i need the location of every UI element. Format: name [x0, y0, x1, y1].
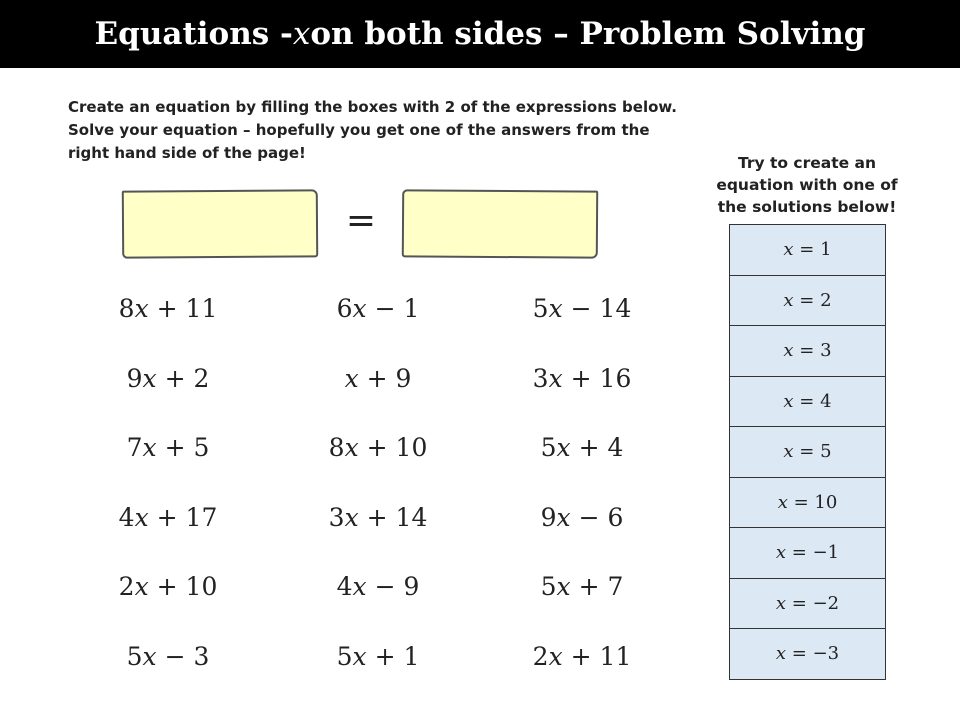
- expression-item[interactable]: 3x + 14: [328, 502, 428, 532]
- title-text-start: Equations -: [94, 16, 293, 52]
- solution-cell: x = 5: [730, 427, 886, 478]
- solutions-heading-line-2: equation with one of: [716, 176, 898, 194]
- expression-item[interactable]: 5x − 14: [532, 294, 632, 323]
- solution-cell: x = 3: [730, 326, 886, 377]
- solutions-heading: [712, 152, 902, 218]
- page-title: [0, 0, 960, 68]
- solutions-heading-line-3: the solutions below!: [717, 198, 897, 216]
- expression-item[interactable]: x + 9: [344, 363, 412, 393]
- expression-item[interactable]: 2x + 10: [118, 572, 218, 601]
- expression-item[interactable]: 6x − 1: [336, 294, 420, 323]
- expression-item[interactable]: 5x − 3: [126, 641, 210, 671]
- solution-cell: x = 10: [730, 477, 886, 528]
- expression-item[interactable]: 3x + 16: [532, 363, 632, 393]
- expression-item[interactable]: 5x + 4: [540, 433, 624, 462]
- expression-item[interactable]: 4x − 9: [336, 572, 420, 601]
- expression-item[interactable]: 2x + 11: [532, 641, 632, 671]
- expression-item[interactable]: 5x + 7: [540, 572, 624, 601]
- right-answer-box[interactable]: [402, 189, 598, 258]
- expression-grid: [60, 286, 680, 703]
- title-text-end: on both sides – Problem Solving: [310, 16, 866, 52]
- solutions-heading-line-1: Try to create an: [737, 154, 877, 172]
- expression-item[interactable]: 7x + 5: [126, 433, 210, 462]
- instruction-line-2: Solve your equation – hopefully you get one of the answers from the: [68, 121, 650, 139]
- solution-cell: x = −2: [730, 578, 886, 629]
- expression-item[interactable]: 8x + 11: [118, 294, 218, 323]
- solution-cell: x = 1: [730, 225, 886, 276]
- instruction-line-1: Create an equation by filling the boxes with 2 of the expressions below.: [68, 98, 677, 116]
- equals-sign: =: [345, 200, 377, 241]
- instructions: [68, 96, 688, 165]
- expression-item[interactable]: 5x + 1: [336, 641, 420, 671]
- expression-item[interactable]: 8x + 10: [328, 433, 428, 462]
- solution-cell: x = 4: [730, 376, 886, 427]
- expression-item[interactable]: 9x − 6: [540, 502, 624, 532]
- expression-item[interactable]: 4x + 17: [118, 502, 218, 532]
- instruction-line-3: right hand side of the page!: [68, 144, 306, 162]
- solutions-table: [729, 224, 886, 680]
- left-answer-box[interactable]: [122, 189, 318, 258]
- solution-cell: x = −1: [730, 528, 886, 579]
- title-variable: x: [292, 16, 311, 52]
- solution-cell: x = −3: [730, 629, 886, 680]
- expression-item[interactable]: 9x + 2: [126, 363, 210, 393]
- solution-cell: x = 2: [730, 275, 886, 326]
